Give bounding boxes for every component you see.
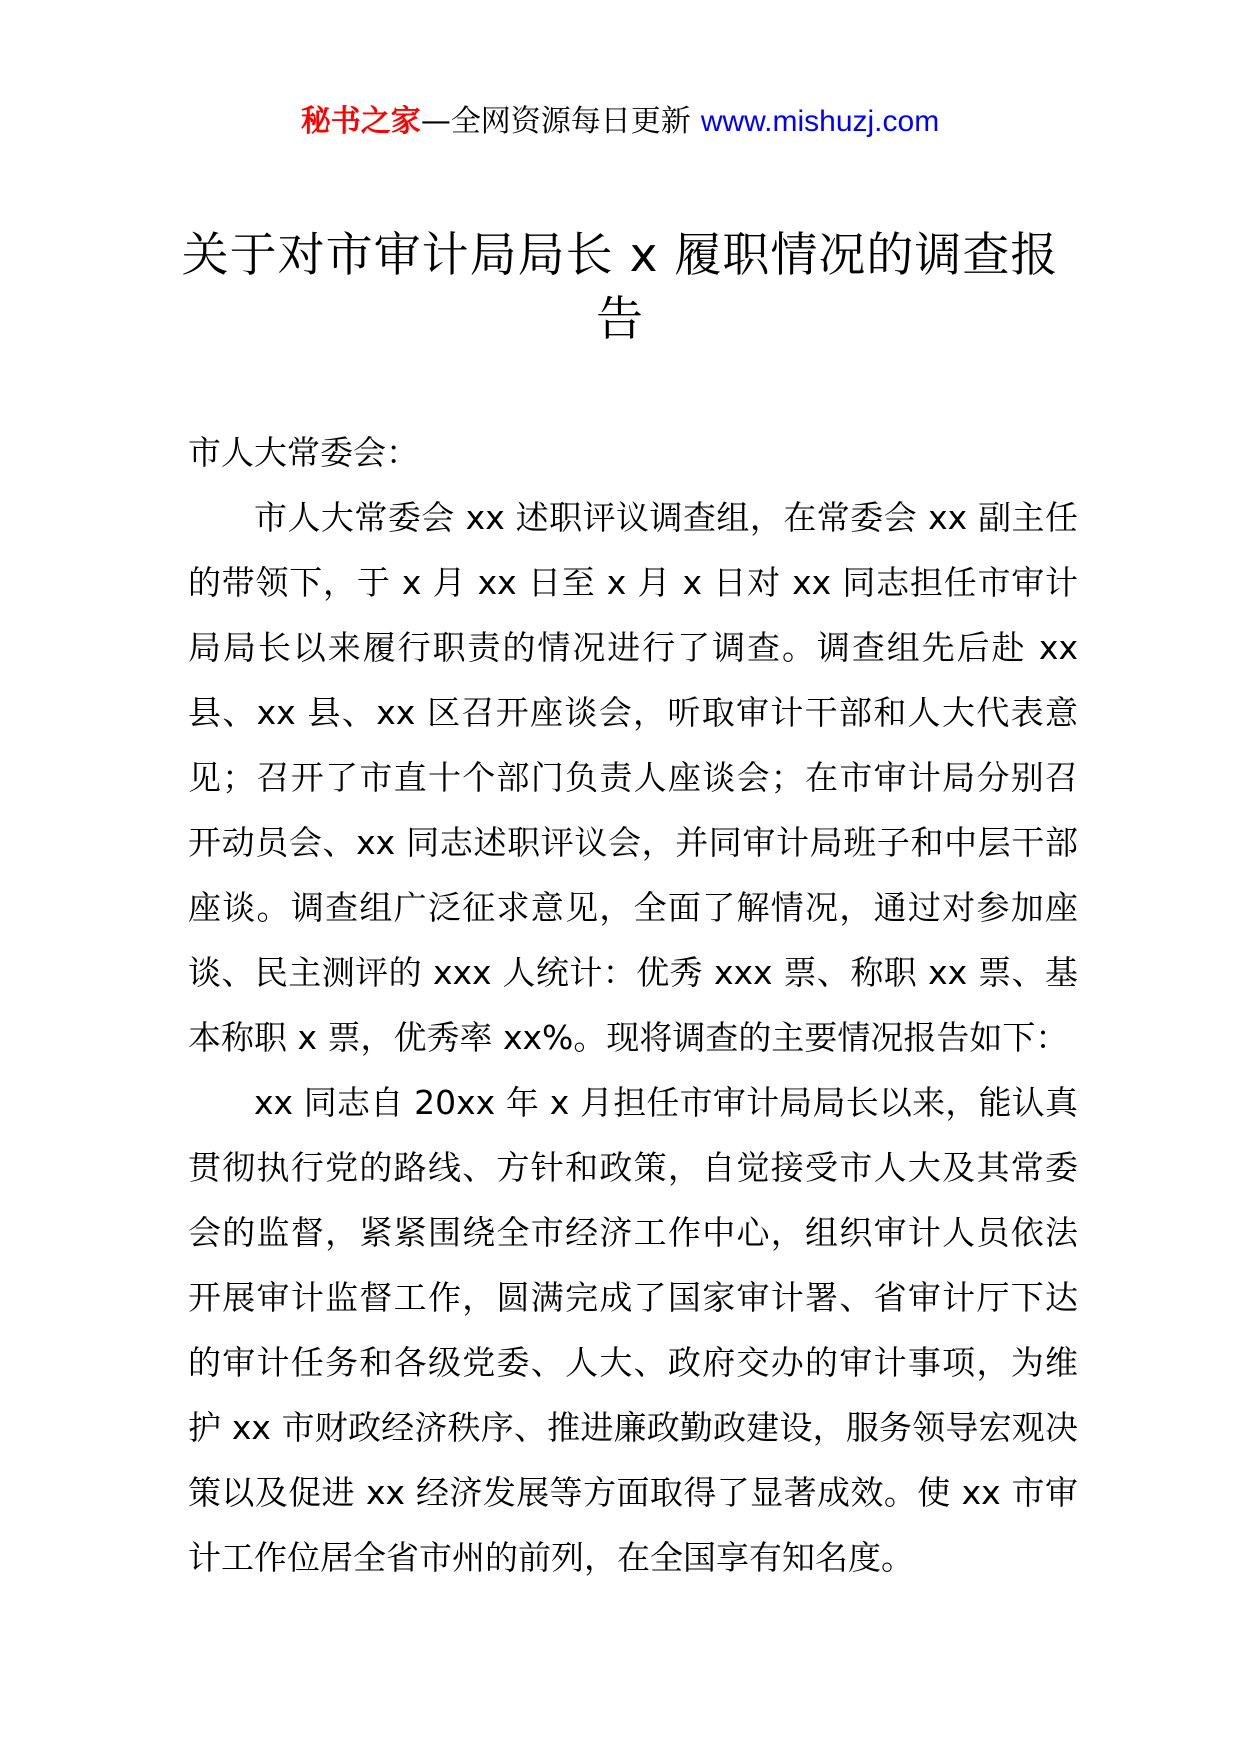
- site-url-link[interactable]: www.mishuzj.com: [700, 105, 940, 138]
- document-body: [188, 420, 1078, 1590]
- site-brand: 秘书之家: [300, 104, 421, 139]
- body-paragraph-2: xx 同志自 20xx 年 x 月担任市审计局局长以来，能认真贯彻执行党的路线、方针和政策，自觉接受市人大及其常委会的监督，紧紧围绕全市经济工作中心，组织审计人员依法开展审计监督工作，圆满完成了国家审计署、省审计厅下达的审计任务和各级党委、人大、政府交办的审计事项，为维护 xx 市财政经济秩序、推进廉政勤政建设，服务领导宏观决策以及促进 xx 经济发展等方面取得了显著成效。使 xx 市审计工作位居全省市州的前列，在全国享有知名度。: [188, 1083, 1078, 1577]
- site-header: [0, 100, 1240, 144]
- document-title: 关于对市审计局局长 x 履职情况的调查报告: [181, 228, 1059, 347]
- site-tagline: —全网资源每日更新: [420, 104, 691, 139]
- body-paragraph-1: 市人大常委会 xx 述职评议调查组，在常委会 xx 副主任的带领下，于 x 月 xx 日至 x 月 x 日对 xx 同志担任市审计局局长以来履行职责的情况进行了调查。调查组先后赴 xx 县、xx 县、xx 区召开座谈会，听取审计干部和人大代表意见；召开了市直十个部门负责人座谈会；在市审计局分别召开动员会、xx 同志述职评议会，并同审计局班子和中层干部座谈。调查组广泛征求意见，全面了解情况，通过对参加座谈、民主测评的 xxx 人统计：优秀 xxx 票、称职 xx 票、基本称职 x 票，优秀率 xx%。现将调查的主要情况报告如下：: [188, 498, 1078, 1057]
- salutation: 市人大常委会：: [188, 433, 419, 472]
